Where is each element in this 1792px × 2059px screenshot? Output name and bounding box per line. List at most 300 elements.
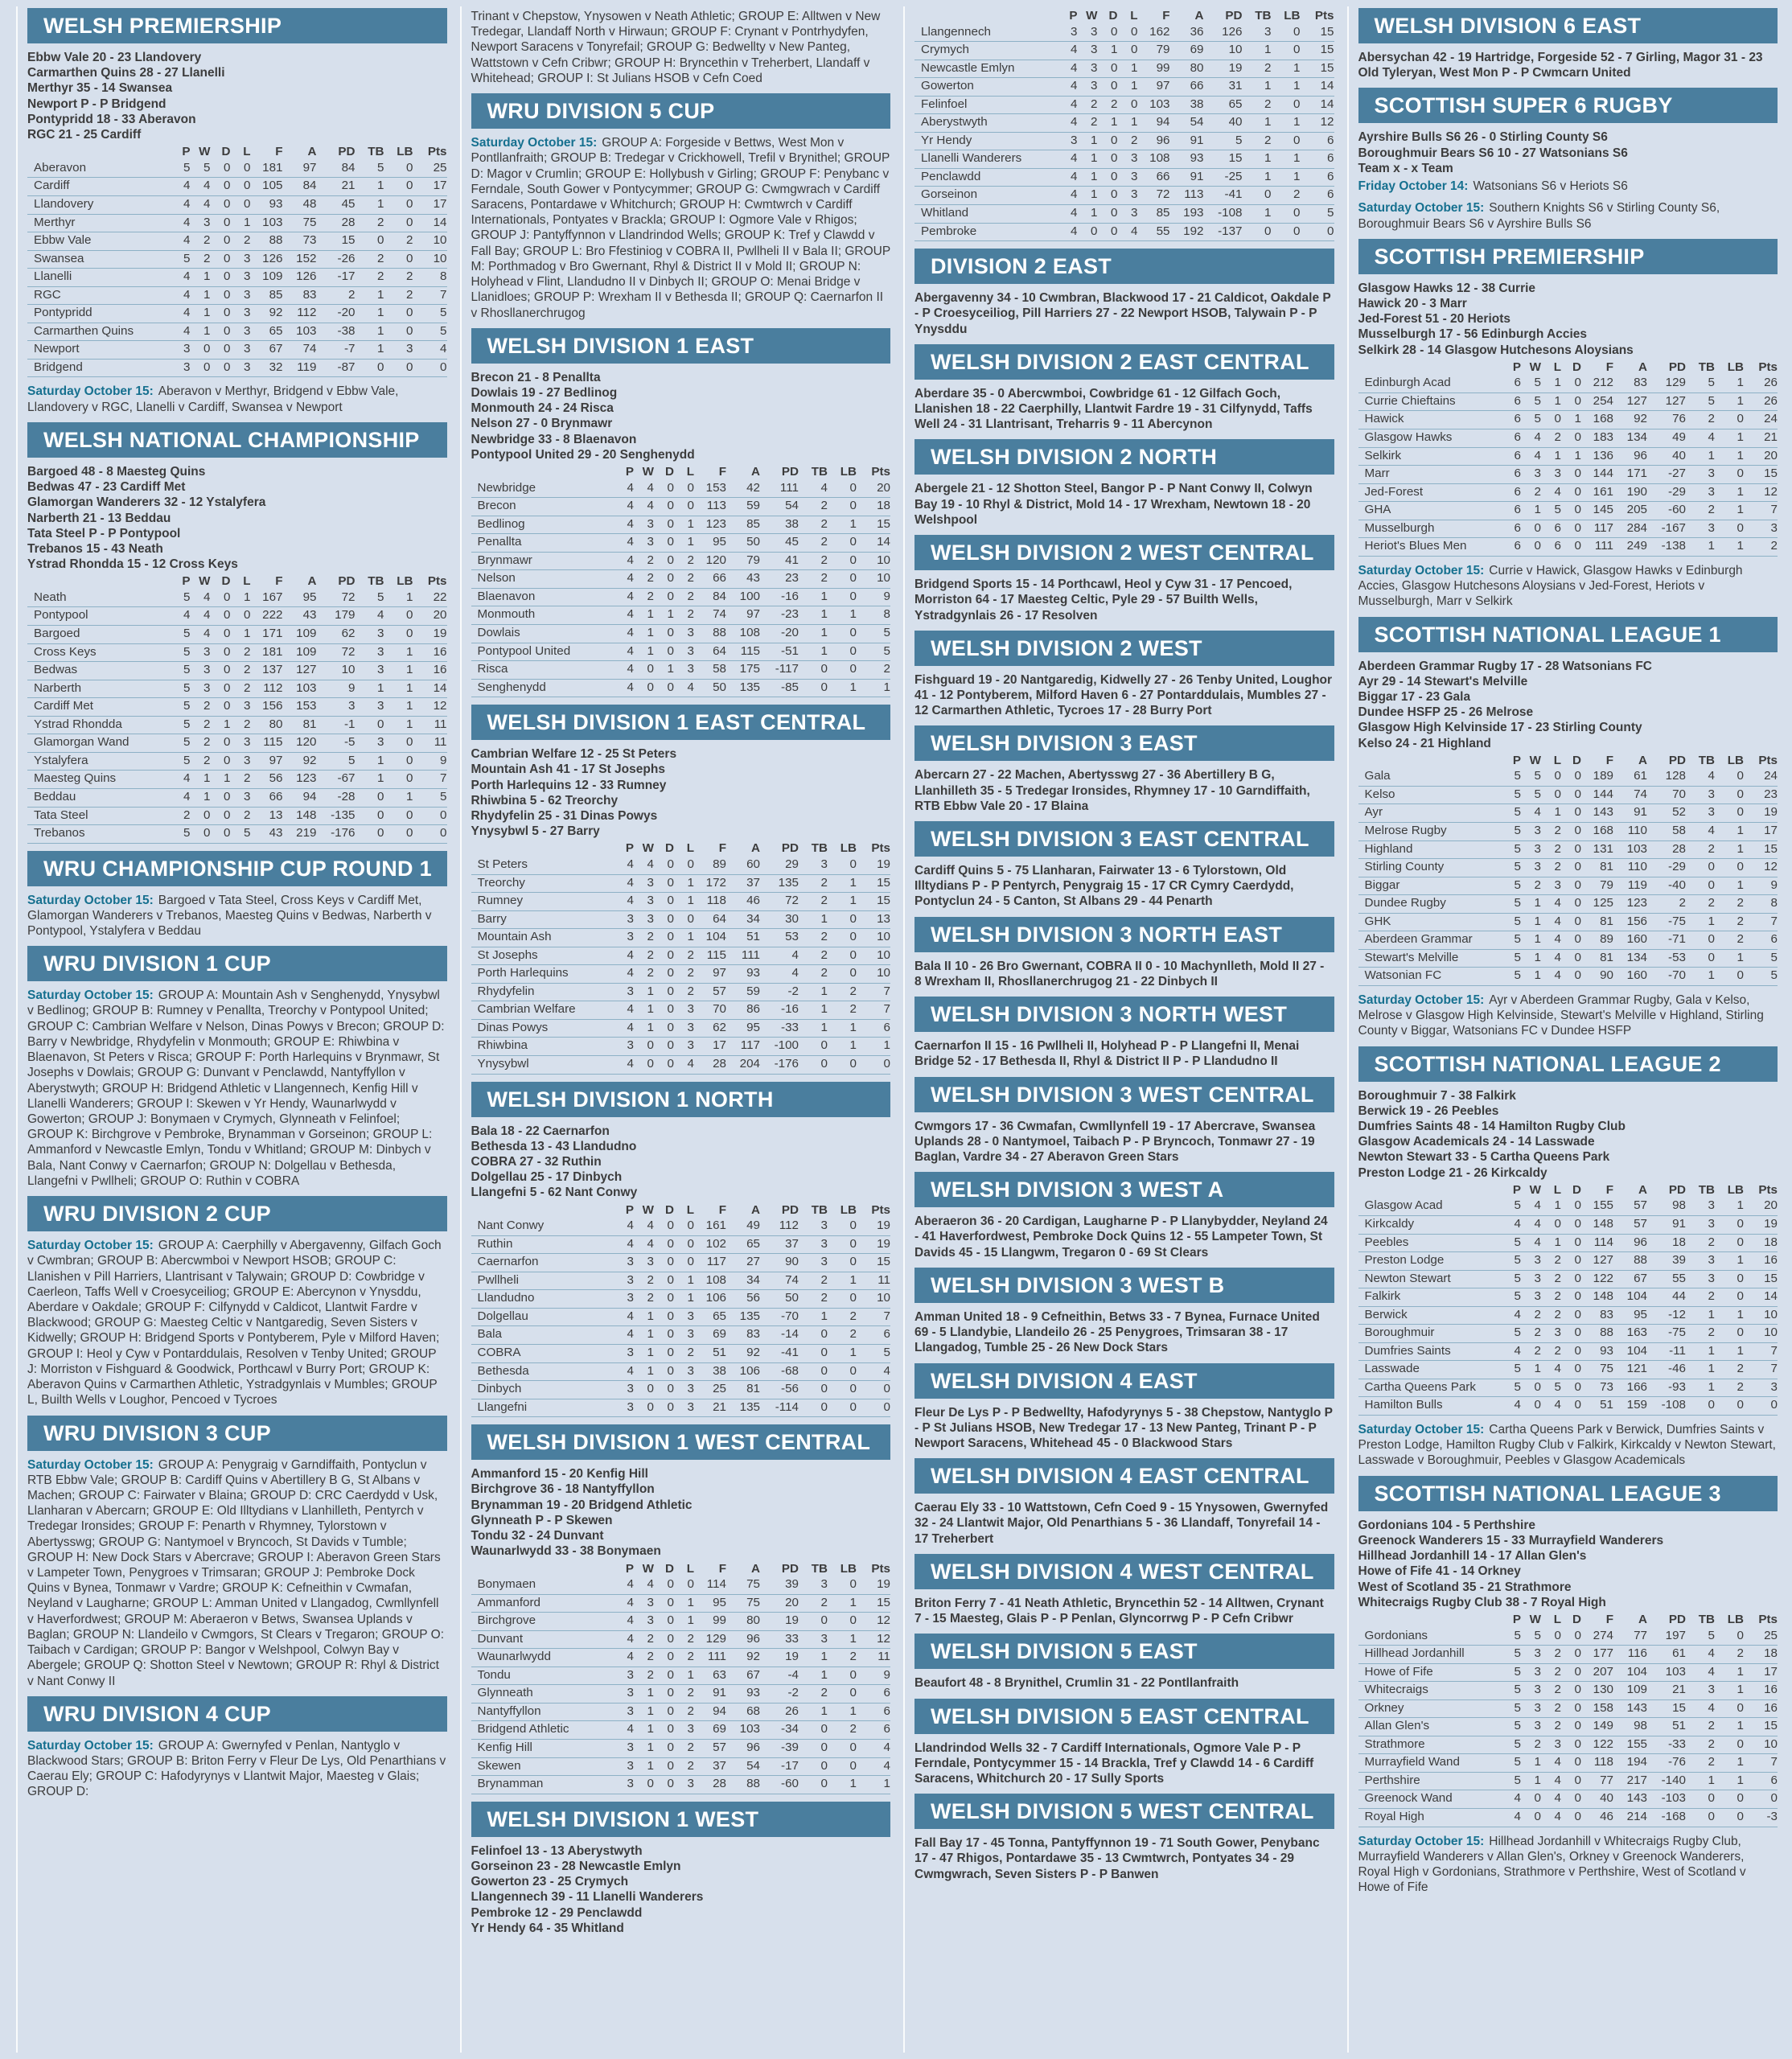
stat-cell: 0 [849,966,857,980]
column-header: A [751,1202,760,1217]
stat-cell: 4 [627,1057,634,1071]
stat-cell: 0 [1574,1235,1581,1249]
stat-cell: 2 [647,930,654,944]
table-row [1358,1628,1778,1646]
section-header [914,1794,1334,1829]
table-header-row [914,8,1334,24]
table-row [1358,1754,1778,1773]
stat-cell: 0 [647,662,654,676]
result-line: Llangennech 39 - 11 Llanelli Wanderers [471,1890,704,1905]
stat-cell: 4 [791,966,799,980]
stat-cell: 114 [1593,1235,1613,1249]
team-name: Bethesda [477,1363,529,1378]
stat-cell: -41 [781,1346,799,1360]
team-name: St Peters [477,857,528,871]
stat-cell: 5 [1514,1235,1521,1249]
paragraph [914,1119,1334,1165]
team-name: Dolgellau [477,1309,528,1323]
stat-cell: 93 [269,196,283,211]
stat-cell: 2 [406,233,413,248]
stat-cell: 113 [1184,187,1204,202]
team-name: Hawick [1364,412,1404,426]
stat-cell: 0 [1737,968,1744,983]
stat-cell: 3 [627,930,634,944]
section-header [1358,1046,1778,1082]
stat-cell: 0 [667,1399,674,1414]
stat-cell: 5 [1708,1628,1715,1642]
stat-cell: 205 [1626,503,1647,517]
stat-cell: 3 [244,287,251,302]
team-name: Ammanford [477,1595,540,1609]
table-row [914,78,1334,97]
stat-cell: -25 [1224,169,1243,183]
stat-cell: 5 [1514,1773,1521,1787]
column-header: Pts [1758,1182,1778,1197]
paragraph [27,1738,447,1800]
stat-cell: 2 [820,930,828,944]
stat-cell: 0 [849,1255,857,1269]
stat-cell: 80 [746,1613,760,1628]
table-row [1358,1736,1778,1755]
stat-cell: -23 [781,607,799,622]
stat-cell: 3 [377,663,384,677]
table-row [27,269,447,287]
stat-cell: 2 [1708,412,1715,426]
stat-cell: 3 [203,680,211,695]
stat-cell: 3 [687,1363,694,1378]
column-header: L [243,574,251,589]
stat-cell: 143 [1626,1700,1647,1715]
stat-cell: 1 [820,1002,828,1017]
results-list [471,1124,891,1201]
column-header: L [686,841,694,856]
team-name: Penclawdd [921,169,981,183]
stat-cell: 1 [203,269,211,284]
stat-cell: 51 [1600,1398,1613,1412]
stat-cell: 112 [297,306,317,320]
result-line: Bethesda 13 - 43 Llandudno [471,1139,637,1153]
stat-cell: 10 [1764,1307,1778,1321]
stat-cell: 37 [713,1758,726,1773]
stat-cell: 3 [687,1399,694,1414]
stat-cell: 4 [687,680,694,694]
stat-cell: 0 [667,499,674,513]
stat-cell: 32 [269,360,283,374]
stat-cell: 0 [849,1740,857,1754]
stat-cell: 0 [1737,1217,1744,1231]
stat-cell: -70 [1668,968,1686,983]
stat-cell: 6 [1514,448,1521,462]
stat-cell: 2 [647,553,654,567]
stat-cell: 1 [687,1595,694,1609]
section-title: WELSH PREMIERSHIP [43,14,282,38]
section-title: WELSH DIVISION 2 WEST CENTRAL [931,540,1314,565]
table-row [471,1218,891,1236]
stat-cell: 249 [1626,539,1647,553]
team-name: Rumney [477,894,524,908]
league-table [1358,753,1778,986]
paragraph [27,1238,447,1408]
stat-cell: 10 [1764,1736,1778,1751]
stat-cell: 4 [1554,1791,1561,1806]
team-name: Melrose Rugby [1364,824,1447,838]
results-list [1358,1088,1778,1181]
stat-cell: 3 [687,1002,694,1017]
stat-cell: 26 [785,1704,799,1718]
stat-cell: 9 [883,1667,890,1682]
column-4 [1347,6,1778,2053]
stat-cell: 0 [1737,769,1744,783]
stat-cell: 6 [883,1722,890,1736]
stat-cell: 0 [1574,466,1581,481]
stat-cell: -75 [1668,914,1686,928]
table-row [1358,502,1778,520]
section-header [471,93,891,129]
table-row [1358,841,1778,860]
stat-cell: 19 [1764,1217,1778,1231]
table-row [1358,1646,1778,1664]
result-line: Team x - x Team [1358,161,1453,175]
stat-cell: 15 [341,233,356,248]
stat-cell: 110 [1627,860,1647,874]
stat-cell: 1 [687,516,694,531]
stat-cell: 3 [1131,169,1138,183]
stat-cell: 1 [849,1777,857,1791]
stat-cell: 50 [713,680,726,694]
stat-cell: 2 [647,1667,654,1682]
table-row [914,205,1334,224]
result-line: Hawick 20 - 3 Marr [1358,296,1467,310]
table-row [471,680,891,698]
column-header: Pts [1758,753,1778,767]
stat-cell: 55 [1156,224,1170,238]
stat-cell: 4 [203,590,211,604]
stat-cell: 2 [1770,539,1778,553]
table-row [471,911,891,930]
stat-cell: 14 [433,215,447,229]
fixture-date-lead: Saturday October 15: [27,1738,154,1753]
stat-cell: 0 [687,857,694,871]
league-table [471,1561,891,1794]
stat-cell: 0 [1574,841,1581,856]
stat-cell: 4 [627,966,634,980]
stat-cell: 4 [1708,430,1715,445]
stat-cell: 18 [1672,1235,1686,1249]
stat-cell: 54 [785,499,799,513]
stat-cell: 1 [1708,1362,1715,1376]
stat-cell: 2 [1737,914,1744,928]
stat-cell: 168 [1593,824,1613,838]
stat-cell: 207 [1593,1664,1613,1679]
table-row [471,1613,891,1631]
stat-cell: 2 [687,1346,694,1360]
stat-cell: 20 [1764,1198,1778,1213]
stat-cell: 127 [296,663,317,677]
stat-cell: 95 [302,590,317,604]
stat-cell: 3 [1708,1683,1715,1697]
stat-cell: 21 [341,179,356,193]
result-line: Greenock Wanderers 15 - 33 Murrayfield Wanderers [1358,1533,1664,1547]
stat-cell: -29 [1668,484,1686,499]
column-header: TB [368,145,384,159]
stat-cell: 97 [746,607,760,622]
stat-cell: 0 [1131,97,1138,111]
stat-cell: 1 [406,644,413,659]
stat-cell: -60 [1668,503,1686,517]
stat-cell: 7 [1770,1362,1778,1376]
stat-cell: 2 [820,894,828,908]
stat-cell: 1 [647,984,654,998]
table-row [471,1758,891,1777]
result-line: Pontypridd 18 - 33 Aberavon [27,112,196,126]
paragraph [27,1457,447,1689]
stat-cell: 0 [1737,466,1744,481]
stat-cell: 73 [1600,1379,1613,1394]
fixture-date-lead: Saturday October 15: [1358,1834,1485,1848]
table-row [471,1776,891,1794]
stat-cell: 115 [740,643,760,658]
result-line: Hillhead Jordanhill 14 - 17 Allan Glen's [1358,1549,1587,1564]
team-name: Aberavon [34,160,87,175]
stat-cell: 93 [1190,151,1204,166]
league-table [27,573,447,843]
result-line: Yr Hendy 64 - 35 Whitland [471,1921,624,1935]
stat-cell: 81 [1600,914,1613,928]
stat-cell: 4 [183,269,191,284]
league-table [471,840,891,1074]
stat-cell: 3 [1708,1217,1715,1231]
stat-cell: 1 [1708,448,1715,462]
stat-cell: 4 [627,625,634,639]
stat-cell: 3 [627,1382,634,1396]
result-line: Dolgellau 25 - 17 Dinbych [471,1170,623,1185]
stat-cell: 4 [1514,1307,1521,1321]
stat-cell: 4 [1708,1646,1715,1661]
stat-cell: 0 [1554,769,1561,783]
stat-cell: 5 [1514,1271,1521,1285]
stat-cell: 1 [1708,539,1715,553]
stat-cell: 5 [1514,787,1521,801]
stat-cell: 1 [1091,151,1098,166]
stat-cell: 6 [1327,169,1334,183]
table-row [1358,859,1778,877]
section-header [471,1082,891,1117]
stat-cell: 66 [1190,79,1204,93]
team-name: Senghenydd [477,680,546,694]
stat-cell: 3 [1554,1736,1561,1751]
stat-cell: 3 [1554,1325,1561,1340]
stat-cell: 8 [440,269,447,284]
stat-cell: 13 [877,911,890,926]
stat-cell: 192 [1183,224,1204,238]
stat-cell: 0 [224,826,231,840]
stat-cell: 1 [647,1686,654,1700]
stat-cell: 2 [1554,841,1561,856]
stat-cell: 2 [849,984,857,998]
team-name: Brecon [477,499,516,513]
stat-cell: 27 [746,1255,760,1269]
column-header: L [686,1561,694,1576]
table-row [1358,1252,1778,1271]
stat-cell: 6 [1327,151,1334,166]
team-name: Skewen [477,1758,521,1773]
column-header: LB [1727,753,1744,767]
team-name: Rhiwbina [477,1038,528,1053]
stat-cell: 0 [667,1704,674,1718]
stat-cell: 66 [269,789,283,803]
team-name: Lasswade [1364,1362,1420,1376]
stat-cell: 3 [244,323,251,338]
stat-cell: 1 [1534,896,1541,910]
stat-cell: 0 [1111,60,1118,75]
stat-cell: 6 [1514,466,1521,481]
stat-cell: 2 [820,1291,828,1305]
paragraph [914,481,1334,528]
stat-cell: 1 [687,894,694,908]
stat-cell: 3 [627,1346,634,1360]
stat-cell: 79 [1600,877,1613,892]
stat-cell: 156 [262,699,283,713]
stat-cell: 161 [1593,484,1613,499]
stat-cell: 3 [1534,466,1541,481]
stat-cell: 3 [627,1038,634,1053]
stat-cell: -33 [781,1020,799,1034]
section-header [914,1268,1334,1303]
result-line: Aberdeen Grammar Rugby 17 - 28 Watsonians FC [1358,659,1652,673]
stat-cell: 0 [820,1363,828,1378]
column-2 [460,6,891,2053]
stat-cell: 5 [183,627,191,641]
stat-cell: 0 [687,911,694,926]
stat-cell: 5 [1514,1736,1521,1751]
table-row [1358,787,1778,805]
stat-cell: 0 [224,753,231,767]
stat-cell: 3 [1708,1271,1715,1285]
stat-cell: 3 [647,535,654,549]
table-row [471,1326,891,1345]
stat-cell: 0 [224,644,231,659]
stat-cell: 0 [667,966,674,980]
stat-cell: 88 [1600,1325,1613,1340]
team-name: Perthshire [1364,1773,1420,1787]
stat-cell: 3 [687,1020,694,1034]
stat-cell: 19 [785,1613,799,1628]
stat-cell: 1 [1737,393,1744,408]
stat-cell: -1 [343,717,356,731]
stat-cell: 0 [406,753,413,767]
stat-cell: 1 [647,625,654,639]
stat-cell: 61 [1634,769,1647,783]
stat-cell: 4 [627,643,634,658]
stat-cell: -108 [1218,206,1243,220]
stat-cell: 84 [713,589,726,603]
paragraph [914,1214,1334,1260]
team-name: Currie Chieftains [1364,393,1456,408]
stat-cell: 0 [820,1327,828,1342]
stat-cell: 5 [1514,1253,1521,1268]
stat-cell: 171 [1626,466,1647,481]
fixture-date-lead: Saturday October 15: [1358,201,1485,216]
stat-cell: 0 [647,1777,654,1791]
stat-cell: 143 [1593,805,1613,820]
stat-cell: 160 [1626,932,1647,947]
results-list [1358,1518,1778,1610]
stat-cell: 57 [1634,1217,1647,1231]
stat-cell: 148 [296,808,317,822]
column-header: P [1512,360,1521,374]
stat-cell: 4 [203,627,211,641]
stat-cell: 12 [1320,115,1334,129]
stat-cell: 4 [1554,484,1561,499]
stat-cell: 0 [820,1758,828,1773]
table-header-row [27,573,447,590]
stat-cell: 0 [224,360,231,374]
stat-cell: 1 [406,680,413,695]
stat-cell: 1 [820,1667,828,1682]
table-header-row [471,464,891,480]
paragraph-text: Abersychan 42 - 19 Hartridge, Forgeside 52 - 7 Girling, Magor 31 - 23 Old Tyleryan, West Mon P - P Cwmcarn United [1358,51,1763,80]
team-name: Cartha Queens Park [1364,1379,1476,1394]
table-row [1358,1361,1778,1379]
stat-cell: 0 [1737,1235,1744,1249]
stat-cell: 4 [1514,1343,1521,1358]
stat-cell: 40 [1600,1791,1613,1806]
stat-cell: 3 [627,1272,634,1287]
team-name: Aberdeen Grammar [1364,932,1473,947]
stat-cell: -3 [1766,1810,1778,1823]
stat-cell: 99 [713,1613,726,1628]
stat-cell: 118 [1593,1755,1613,1769]
section-title: WELSH DIVISION 3 WEST CENTRAL [931,1082,1314,1107]
section-title: SCOTTISH NATIONAL LEAGUE 2 [1374,1051,1721,1076]
stat-cell: 10 [877,1291,890,1305]
stat-cell: 1 [1737,1253,1744,1268]
paragraph [471,135,891,321]
stat-cell: 3 [1131,151,1138,166]
table-row [471,534,891,553]
stat-cell: 115 [706,947,726,962]
stat-cell: 175 [739,662,760,676]
section-title: WRU DIVISION 1 CUP [43,951,271,976]
stat-cell: 1 [647,607,654,622]
stat-cell: 0 [667,911,674,926]
team-name: Cambrian Welfare [477,1002,576,1017]
stat-cell: 25 [713,1382,726,1396]
stat-cell: 0 [1574,1683,1581,1697]
result-line: Glamorgan Wanderers 32 - 12 Ystalyfera [27,495,266,510]
column-3 [903,6,1334,2053]
stat-cell: 1 [1737,1343,1744,1358]
stat-cell: 2 [1708,896,1715,910]
stat-cell: 0 [667,1650,674,1664]
stat-cell: 3 [627,1667,634,1682]
stat-cell: 74 [302,342,317,356]
stat-cell: 4 [1554,896,1561,910]
stat-cell: 59 [746,984,760,998]
stat-cell: 1 [203,287,211,302]
stat-cell: 28 [713,1057,726,1071]
section-title: WRU DIVISION 3 CUP [43,1420,271,1445]
stat-cell: 130 [1593,1683,1613,1697]
section-title: WELSH DIVISION 2 EAST CENTRAL [931,349,1309,374]
stat-cell: 0 [1574,520,1581,535]
stat-cell: 0 [687,480,694,495]
result-line: RGC 21 - 25 Cardiff [27,128,142,142]
table-row [27,789,447,808]
table-row [1358,466,1778,484]
section-header [914,1699,1334,1734]
stat-cell: 162 [1149,24,1170,39]
